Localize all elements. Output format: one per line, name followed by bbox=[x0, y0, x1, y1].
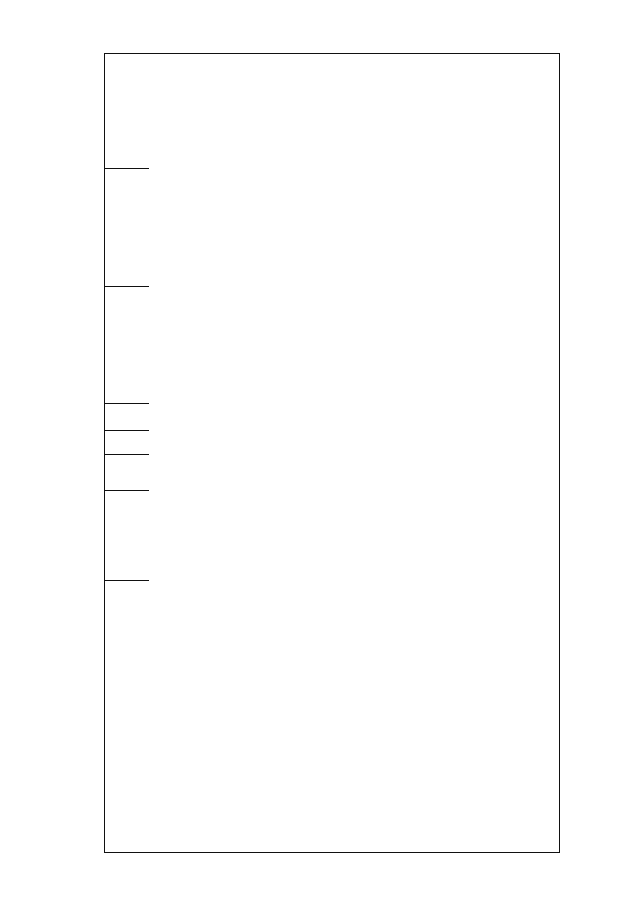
page-number bbox=[40, 444, 58, 462]
header-name bbox=[105, 581, 149, 852]
header-year-2015 bbox=[105, 169, 149, 287]
header-csr bbox=[105, 491, 149, 581]
header-pr bbox=[105, 404, 149, 431]
header-year-2014 bbox=[105, 287, 149, 404]
table-header-row bbox=[105, 54, 149, 852]
header-year-2016 bbox=[105, 52, 149, 169]
header-rz bbox=[105, 431, 149, 455]
header-vr bbox=[105, 455, 149, 491]
budget-table bbox=[104, 53, 560, 853]
rotated-page bbox=[104, 0, 560, 905]
